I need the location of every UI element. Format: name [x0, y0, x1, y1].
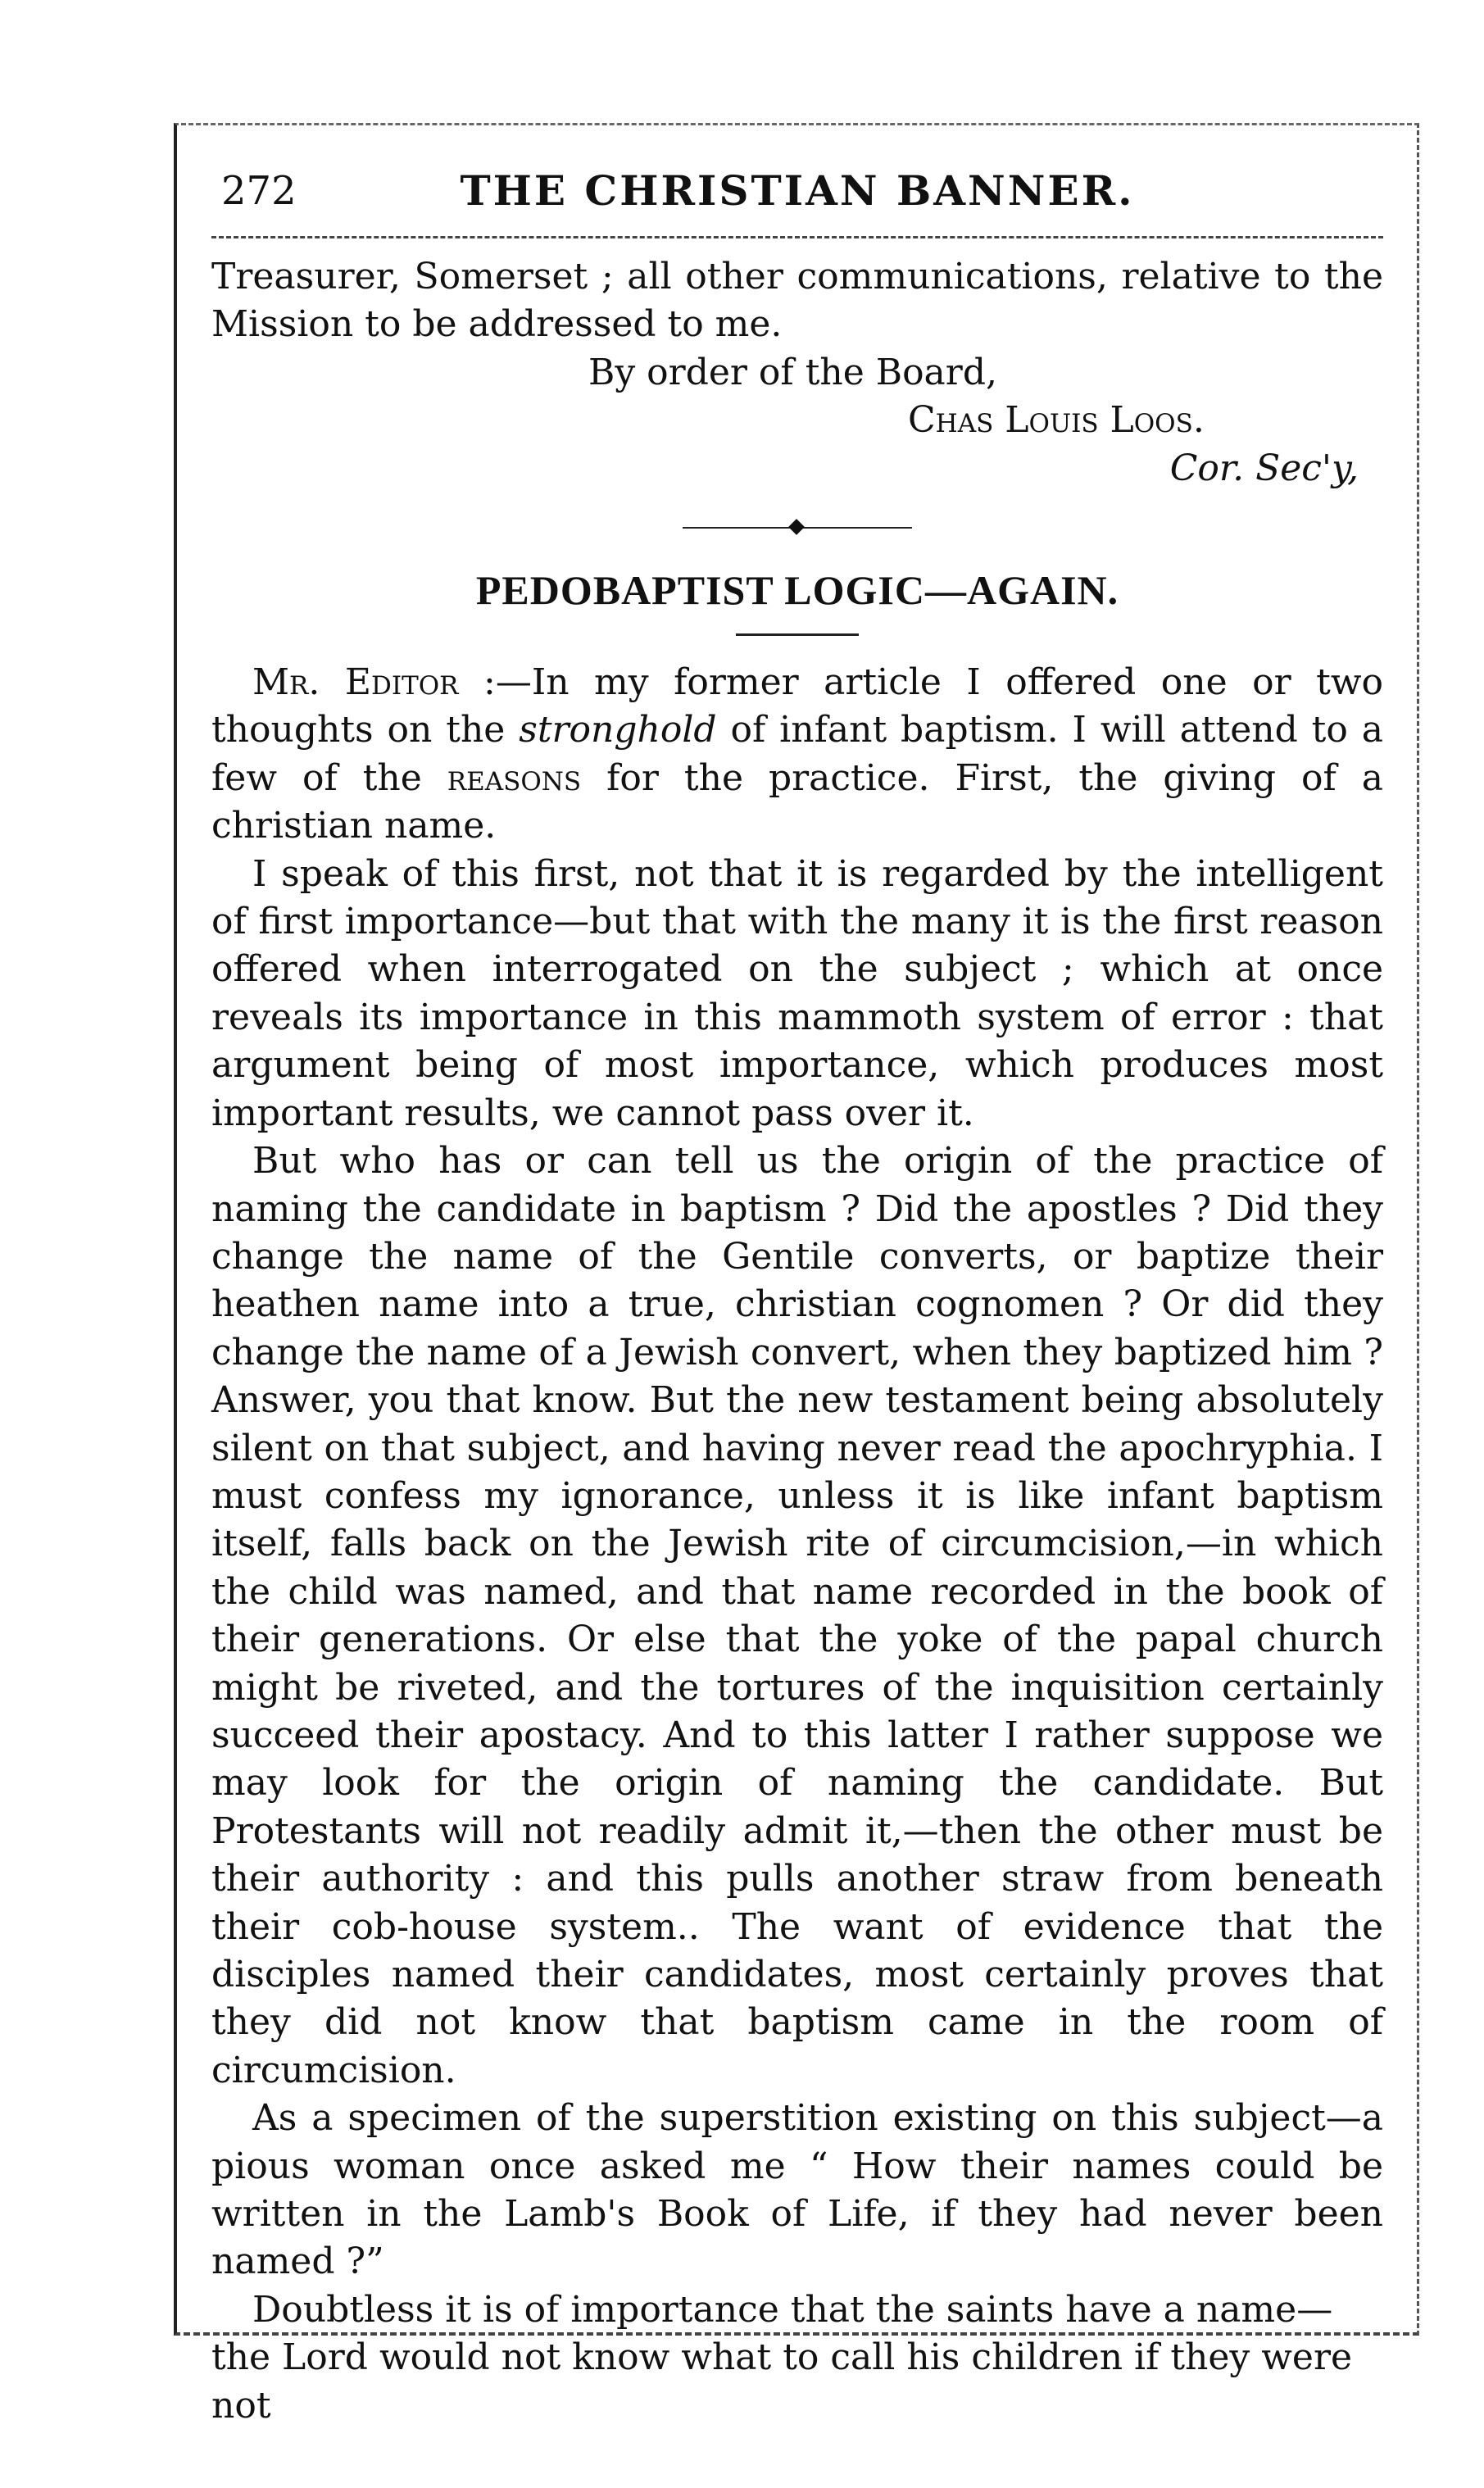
paragraph-1-part-c: for the practice. First, the giving of a christian name. [211, 756, 1384, 847]
title-rule [736, 633, 859, 636]
paragraph-1-small-caps: reasons [447, 756, 582, 799]
running-head [211, 156, 1383, 226]
section-ornament [683, 527, 912, 537]
page-content [211, 156, 1383, 2430]
journal-title: THE CHRISTIAN BANNER. [460, 166, 1135, 215]
paragraph-2: I speak of this first, not that it is regarded by the intelligent of first importance—but that with the many it is the first reason offered when interrogated on the subject ; which at once reveals its importance in this mammoth system of error : that argument being of most importance, which produces most important results, we cannot pass over it. [211, 852, 1383, 1134]
page-number: 272 [221, 168, 297, 214]
paragraph-5: Doubtless it is of importance that the saints have a name—the Lord would not know what to call his children if they were not [211, 2288, 1353, 2427]
paragraph-1-part-b: of infant baptism. I will attend to a few of the [211, 709, 1383, 799]
notice-text: Treasurer, Somerset ; all other communications, relative to the Mission to be addressed to me. [211, 256, 1383, 346]
paragraph-1-part-a: :—In my former article I offered one or two thoughts on the [211, 661, 1383, 751]
by-order-line: By order of the Board, [588, 351, 997, 393]
paragraph-1 [211, 659, 1383, 851]
header-rule [211, 236, 1383, 238]
signature-title: Cor. Sec'y, [1169, 447, 1359, 489]
article-title: PEDOBAPTIST LOGIC—AGAIN. [475, 567, 1119, 614]
signature-name: Chas Louis Loos. [908, 399, 1205, 442]
paragraph-1-emphasis: stronghold [519, 709, 717, 751]
salutation: Mr. Editor [252, 661, 459, 704]
paragraph-4: As a specimen of the superstition existing on this subject—a pious woman once asked me “ How their names could be written in the Lamb's Book of Life, if they had never been named ?” [211, 2097, 1383, 2283]
mission-notice [211, 253, 1383, 493]
ornament-diamond-icon [788, 519, 805, 535]
article-body [211, 659, 1383, 2430]
paragraph-3: But who has or can tell us the origin of the practice of naming the candidate in baptism ? Did the apostles ? Did they change the name of the Gentile converts, or baptize their heathen name into a true, christian cognomen ? Or did they change the name of a Jewish convert, when they baptized him ? Answer, you that know. But the new testament being absolutely silent on that subject, and having never read the apochryphia. I must confess my ignorance, unless it is like infant baptism itself, falls back on the Jewish rite of circumcision,—in which the child was named, and that name recorded in the book of their generations. Or else that the yoke of the papal church might be riveted, and the tortures of the inquisition certainly succeed their apostacy. And to this latter I rather suppose we may look for the origin of naming the candidate. But Protestants will not readily admit it,—then the other must be their authority : and this pulls another straw from beneath their cob-house system.. The want of evidence that the disciples named their candidates, most certainly proves that they did not know that baptism came in the room of circumcision. [211, 1140, 1383, 2091]
